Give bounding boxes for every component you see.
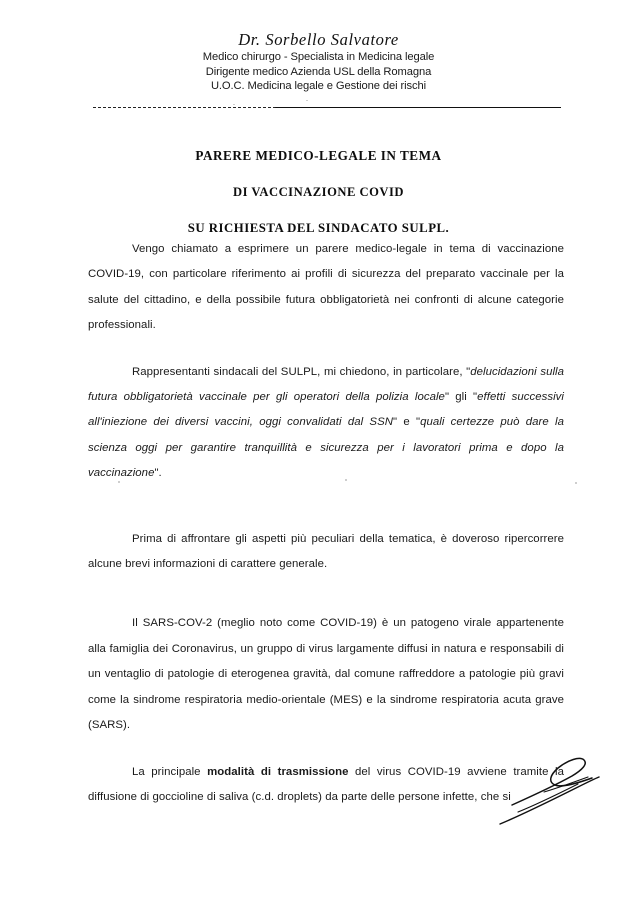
paragraph-2-tail: ".	[154, 467, 162, 480]
letterhead-name: Dr. Sorbello Salvatore	[238, 30, 399, 49]
paragraph-5-bold-phrase: modalità di trasmissione	[207, 765, 349, 778]
paragraph-5-tail: del virus COVID-19 avviene tramite la diffusione di goccioline di saliva (c.d. droplets) da parte delle persone infette, che si	[88, 765, 564, 803]
letterhead-subtitle-1: Medico chirurgo - Specialista in Medicina legale	[202, 51, 435, 63]
header-divider-solid-segment	[275, 107, 561, 108]
paragraph-2-quote-1: delucidazioni sulla futura obbligatorietà vaccinale per gli operatori della polizia locale	[88, 365, 564, 404]
title-line-2: DI VACCINAZIONE COVID	[233, 185, 404, 199]
paragraph-2-mid-1: " gli "	[444, 391, 478, 404]
document-body	[88, 237, 564, 810]
scan-speck	[118, 481, 120, 483]
paragraph-4: Il SARS-COV-2 (meglio noto come COVID-19) è un patogeno virale appartenente alla famiglia dei Coronavirus, un gruppo di virus largamente diffusi in natura e responsabili di un ventaglio di patologie di eterogenea gravità, dal comune raffreddore a patologie più gravi come la sindrome respiratoria medio-orientale (MES) e la sindrome respiratoria acuta grave (SARS).	[88, 617, 564, 732]
paragraph-5	[88, 760, 564, 811]
paragraph-2	[88, 360, 564, 487]
scan-speck	[575, 482, 577, 484]
title-line-1: PARERE MEDICO-LEGALE IN TEMA	[195, 148, 442, 163]
paragraph-2-mid-2: " e "	[393, 416, 421, 429]
paragraph-2-lead: Rappresentanti sindacali del SULPL, mi chiedono, in particolare, "	[132, 365, 471, 378]
scan-speck	[306, 100, 308, 101]
paragraph-3: Prima di affrontare gli aspetti più peculiari della tematica, è doveroso ripercorrere alcune brevi informazioni di carattere generale.	[88, 532, 564, 571]
header-divider	[93, 106, 561, 109]
letterhead-subtitle-2: Dirigente medico Azienda USL della Romagna	[205, 65, 432, 78]
letterhead-subtitle-3: U.O.C. Medicina legale e Gestione dei rischi	[210, 80, 427, 93]
header-divider-dashed-segment	[93, 107, 276, 108]
paragraph-1: Vengo chiamato a esprimere un parere medico-legale in tema di vaccinazione COVID-19, con particolare riferimento ai profili di sicurezza del preparato vaccinale per la salute del cittadino, e della possibile futura obbligatorietà nei confronti di alcune categorie professionali.	[88, 243, 564, 332]
paragraph-2-quote-2: effetti successivi all'iniezione dei diversi vaccini, oggi convalidati dal SSN	[88, 391, 565, 429]
paragraph-5-lead: La principale	[132, 765, 208, 778]
scan-speck	[345, 479, 347, 481]
title-line-3: SU RICHIESTA DEL SINDACATO SULPL.	[187, 221, 450, 235]
scan-speck	[233, 104, 235, 105]
letterhead	[0, 30, 637, 94]
paragraph-2-quote-3: quali certezze può dare la scienza oggi per garantire tranquillità e sicurezza per i lavoratori prima e dopo la vaccinazione	[88, 416, 564, 480]
document-title	[0, 148, 637, 236]
